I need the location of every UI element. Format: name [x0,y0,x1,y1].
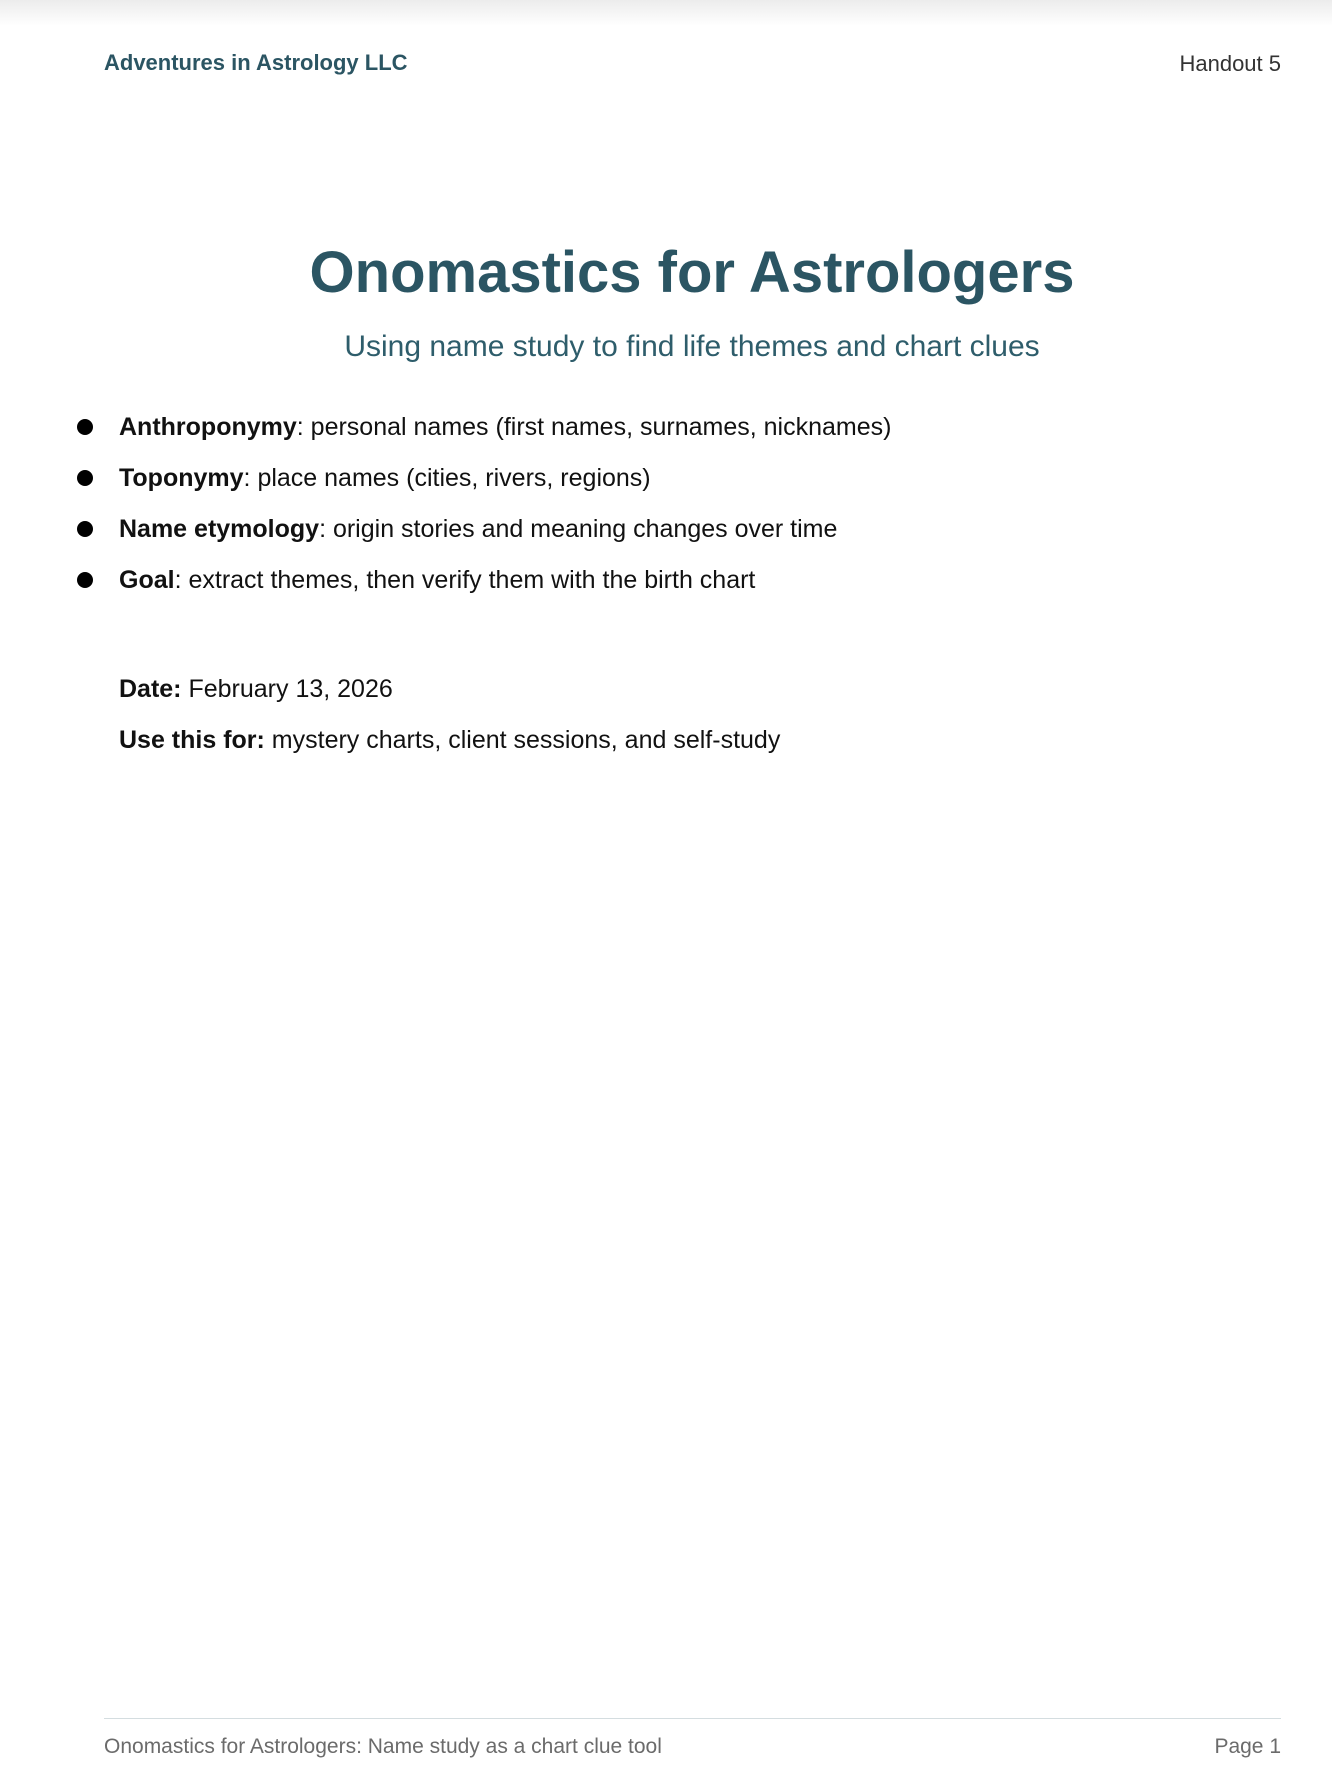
bullet-icon [77,419,93,435]
date-line [119,670,393,708]
bullet-icon [77,470,93,486]
list-item-definition: : origin stories and meaning changes over time [319,515,838,543]
list-item-term: Toponymy [119,464,244,492]
footer-title: Onomastics for Astrologers: Name study as a chart clue tool [104,1735,662,1758]
list-item-term: Goal [119,566,175,594]
list-item-text [119,408,891,446]
list-item-term: Name etymology [119,515,320,543]
list-item-definition: : place names (cities, rivers, regions) [243,464,651,492]
list-item-definition: : personal names (first names, surnames, nicknames) [296,413,892,441]
list-item-text [119,561,755,599]
page-top-shadow [0,0,1332,26]
use-value: mystery charts, client sessions, and self-study [264,726,781,754]
company-name: Adventures in Astrology LLC [104,50,408,75]
footer-divider [104,1718,1281,1719]
page-title: Onomastics for Astrologers [309,240,1075,305]
list-item-text [119,510,837,548]
list-item-text [119,459,651,497]
bullet-icon [77,521,93,537]
date-label: Date: [119,675,182,703]
list-item-definition: : extract themes, then verify them with the birth chart [174,566,756,594]
page-subtitle: Using name study to find life themes and chart clues [344,330,1040,363]
use-label: Use this for: [119,726,265,754]
bullet-icon [77,572,93,588]
use-line [119,721,780,759]
list-item-term: Anthroponymy [119,413,297,441]
date-value: February 13, 2026 [181,675,393,703]
page-number: Page 1 [1214,1735,1281,1758]
handout-number: Handout 5 [1179,51,1281,76]
